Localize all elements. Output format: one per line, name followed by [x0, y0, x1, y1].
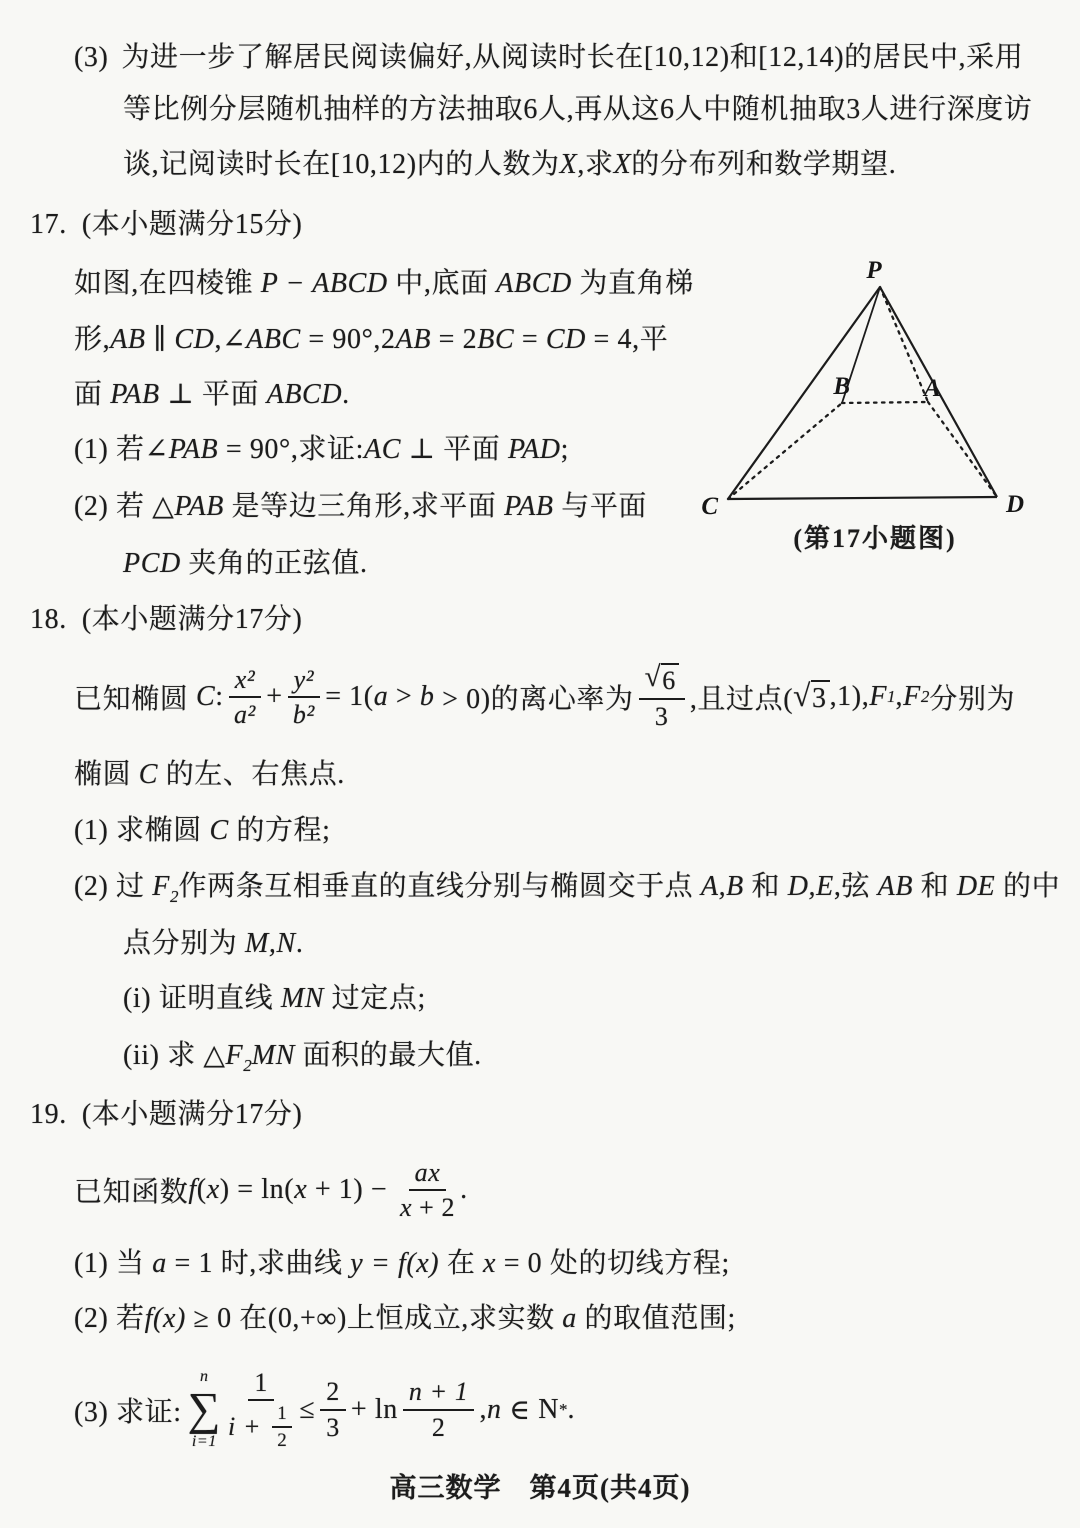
text-run: = 1( — [325, 681, 374, 712]
math-var: C — [131, 759, 166, 790]
q18-part-2-ii — [123, 1038, 482, 1076]
fraction-numerator: 2 — [320, 1377, 346, 1410]
text-run: . — [460, 1174, 468, 1205]
subscript: 2 — [920, 687, 930, 706]
math-var: a — [144, 1248, 167, 1279]
math-var: x — [206, 1174, 220, 1205]
text-run: 面积的最大值. — [302, 1040, 482, 1071]
fraction-numerator: ax — [409, 1158, 447, 1191]
math-var: PAB — [496, 491, 562, 522]
math-var: MN — [251, 1040, 303, 1071]
text-run: 夹角的正弦值. — [188, 548, 368, 579]
text-run: 的分布列和数学期望. — [631, 149, 897, 180]
math-var: CD — [174, 324, 215, 355]
question-score: (本小题满分17分) — [81, 1099, 303, 1130]
math-var: P − ABCD — [253, 268, 396, 299]
fraction-numerator: 1 — [248, 1368, 274, 1401]
fraction-numerator: y² — [288, 665, 321, 698]
math-var: a — [554, 1303, 585, 1334]
math-var: F — [869, 681, 888, 712]
math-var: BC — [477, 324, 515, 355]
math-var: PAB — [102, 379, 168, 410]
text-run: 谈,记阅读时长在[10,12)内的人数为 — [123, 149, 560, 180]
math-var: x — [475, 1248, 497, 1279]
math-set: N — [538, 1393, 560, 1425]
text-run: > 0)的离心率为 — [434, 684, 634, 715]
text-run: = 1 时,求曲线 — [166, 1248, 343, 1279]
text-run: = 4,平 — [585, 324, 669, 355]
text-run: ) = ln( — [219, 1174, 295, 1205]
text-run: 的方程; — [236, 815, 331, 846]
text-run: (3) 求证: — [74, 1396, 182, 1428]
text-run: 形, — [74, 324, 111, 355]
q18-lead-line-2 — [74, 757, 345, 792]
part3-marker: (3) — [74, 42, 109, 73]
angle-symbol: ,∠ — [214, 324, 247, 355]
text-run: 为直角梯 — [579, 268, 694, 299]
text-run: : — [215, 681, 224, 712]
q17-header — [30, 207, 302, 242]
text-run: ; — [560, 434, 569, 465]
sigma-glyph: ∑ — [187, 1383, 222, 1434]
text-run: (2) 过 — [74, 871, 145, 902]
q18-part-1 — [74, 813, 331, 848]
vertex-label-B: B — [833, 373, 850, 400]
p16-part3-line-2 — [123, 92, 1032, 127]
math-var: PAD — [500, 434, 561, 465]
text-run: ≥ 0 在(0,+∞)上恒成立,求实数 — [185, 1303, 555, 1334]
text-run: = — [514, 324, 546, 355]
q17-part-2 — [74, 489, 647, 524]
text-run: = 2 — [431, 324, 478, 355]
vertex-label-A: A — [924, 375, 941, 402]
radicand: 3 — [811, 680, 830, 715]
text-run: 为进一步了解居民阅读偏好,从阅读时长在[10,12)和[12,14)的居民中,采用 — [121, 42, 1024, 73]
figure-17 — [690, 252, 1060, 522]
fraction-denominator — [400, 1191, 455, 1222]
text-run: (ii) 求 △ — [123, 1040, 226, 1071]
math-var: b — [419, 681, 435, 712]
text-run: ⊥ 平面 — [401, 434, 501, 465]
figure-17-caption: (第17小题图) — [793, 524, 957, 553]
q17-line-3 — [74, 377, 350, 412]
q18-part-2-cont — [123, 926, 303, 961]
vertex-label-P: P — [866, 257, 882, 284]
text-run: 和 — [920, 871, 950, 902]
subscript: 2 — [169, 887, 179, 906]
q19-part-2 — [74, 1301, 736, 1336]
fraction-x2-a2 — [229, 665, 262, 729]
text-run: 等比例分层随机抽样的方法抽取6人,再从这6人中随机抽取3人进行深度访 — [123, 94, 1033, 125]
math-var: ABCD — [259, 379, 343, 410]
fraction-y2-b2 — [288, 665, 321, 729]
text-run: ,弦 — [833, 871, 871, 902]
text-run: . — [342, 379, 350, 410]
text-run: 已知椭圆 — [74, 684, 189, 715]
question-number: 19. — [30, 1099, 67, 1130]
question-number: 18. — [30, 604, 67, 635]
math-var: ABC — [246, 324, 301, 355]
subscript: 1 — [887, 687, 896, 706]
math-var: M,N — [237, 928, 296, 959]
radical-sign: √ — [793, 677, 811, 713]
math-var: i + — [228, 1412, 269, 1442]
q17-line-1 — [74, 266, 694, 301]
text-run: + 2 — [412, 1193, 456, 1222]
vertex-label-D: D — [1006, 491, 1025, 518]
math-var: PAB — [174, 491, 224, 522]
math-var: F — [144, 871, 170, 902]
vertex-label-C: C — [701, 493, 718, 520]
fraction-one-half — [272, 1403, 292, 1451]
text-run: 如图,在四棱锥 — [74, 268, 254, 299]
text-run: = 0 处的切线方程; — [496, 1248, 730, 1279]
fraction-sqrt6-3 — [639, 663, 685, 730]
question-number: 17. — [30, 209, 67, 240]
q19-header — [30, 1097, 302, 1132]
edge-BA-hidden — [842, 402, 928, 403]
fraction-numerator: x² — [229, 665, 262, 698]
math-var: PAB — [168, 434, 219, 465]
text-run: (2) 若 △ — [74, 491, 175, 522]
fraction-n1-2 — [403, 1377, 475, 1441]
text-run: 分别为 — [929, 684, 1016, 715]
math-var: X — [559, 149, 578, 180]
math-var: AB — [110, 324, 146, 355]
edge-PC — [728, 287, 880, 499]
sqrt-expression — [645, 663, 679, 695]
radical-sign: √ — [644, 661, 662, 694]
fraction-denominator — [228, 1401, 294, 1451]
q17-part-1 — [74, 432, 569, 467]
q18-part-2-i — [123, 981, 426, 1016]
text-run: 的取值范围; — [584, 1303, 736, 1334]
text-run: 与平面 — [561, 491, 648, 522]
text-run: 椭圆 — [74, 759, 132, 790]
leq-symbol: ≤ — [299, 1393, 316, 1425]
math-var: y = f(x) — [342, 1248, 447, 1279]
math-var: C — [201, 815, 237, 846]
text-run: (1) 求椭圆 — [74, 815, 202, 846]
text-run: 的中 — [1003, 871, 1061, 902]
text-run: (2) 若 — [74, 1303, 145, 1334]
summation-symbol — [188, 1369, 221, 1450]
text-run: 在 — [446, 1248, 476, 1279]
math-var: a — [373, 681, 389, 712]
text-run: 过定点; — [331, 983, 426, 1014]
q19-lead-formula — [74, 1150, 468, 1230]
sum-upper-limit: n — [200, 1368, 209, 1385]
text-run: 点分别为 — [123, 928, 238, 959]
text-run: 已知函数 — [74, 1177, 189, 1208]
subscript: 2 — [243, 1056, 252, 1075]
fraction-denominator: 3 — [654, 701, 669, 731]
text-run: ,1), — [829, 681, 870, 712]
edge-CB-hidden — [728, 403, 842, 499]
p16-part3-line-3 — [123, 147, 896, 182]
fraction-denominator: 2 — [431, 1412, 446, 1442]
text-run: 的左、右焦点. — [165, 759, 345, 790]
math-var: f(x) — [144, 1303, 186, 1334]
text-run: = 90°,求证: — [218, 434, 365, 465]
pyramid-figure — [690, 252, 1060, 522]
q19-part-3-formula — [74, 1352, 575, 1467]
text-run: 面 — [74, 379, 103, 410]
element-of-symbol: ∈ — [501, 1394, 539, 1426]
text-run: ,求 — [577, 149, 614, 180]
q17-part-2-cont — [123, 546, 368, 581]
fraction-denominator: a² — [233, 700, 256, 729]
fraction-2-3 — [320, 1377, 346, 1441]
edge-PA-hidden — [880, 287, 928, 402]
text-run: 作两条互相垂直的直线分别与椭圆交于点 — [178, 871, 694, 902]
fraction-numerator: 1 — [272, 1403, 292, 1427]
math-var: AB — [395, 324, 432, 355]
text-run: 中,底面 — [395, 268, 489, 299]
text-run: + ln — [350, 1393, 398, 1425]
fraction-numerator — [639, 663, 685, 699]
math-var: F — [225, 1040, 244, 1071]
text-run: 是等边三角形,求平面 — [223, 491, 497, 522]
math-var: C — [188, 681, 216, 712]
page-footer: 高三数学 第4页(共4页) — [389, 1473, 691, 1503]
math-var: f — [188, 1174, 197, 1205]
text-run: , — [479, 1393, 488, 1425]
math-var: x — [294, 1174, 308, 1205]
math-var: AB — [870, 871, 921, 902]
text-run: (1) 若∠ — [74, 434, 169, 465]
math-var: D,E — [780, 871, 834, 902]
text-run: . — [295, 928, 304, 959]
text-run: . — [567, 1393, 576, 1425]
text-run: (i) 证明直线 — [123, 983, 274, 1014]
question-score: (本小题满分17分) — [81, 604, 303, 635]
fraction-numerator: n + 1 — [403, 1377, 475, 1410]
fraction-denominator: b² — [292, 700, 315, 729]
text-run: > — [388, 681, 420, 712]
fraction-denominator: 2 — [277, 1429, 288, 1451]
math-var: DE — [949, 871, 1003, 902]
text-run: ,且过点( — [689, 684, 794, 715]
q19-part-1 — [74, 1246, 730, 1281]
parallel-symbol: ∥ — [145, 324, 175, 355]
fraction-1-over-i-half — [228, 1368, 294, 1451]
math-var: x — [399, 1193, 413, 1222]
superscript: * — [559, 1399, 568, 1419]
text-run: 和 — [751, 871, 781, 902]
text-run: (1) 当 — [74, 1248, 145, 1279]
text-run: + 1) − — [307, 1174, 395, 1205]
edge-CD — [728, 497, 997, 499]
question-score: (本小题满分15分) — [81, 209, 303, 240]
radicand: 6 — [661, 663, 679, 695]
q18-header — [30, 602, 302, 637]
fraction-ax-x2 — [400, 1158, 455, 1222]
math-var: n — [487, 1393, 502, 1425]
text-run: , — [895, 681, 904, 712]
p16-part3-line-1 — [74, 40, 1023, 75]
math-var: CD — [545, 324, 586, 355]
q17-line-2 — [74, 322, 668, 357]
q18-part-2 — [74, 869, 1060, 907]
math-var: A,B — [693, 871, 752, 902]
math-var: PCD — [123, 548, 189, 579]
edge-AD-hidden — [928, 402, 997, 497]
sqrt-expression — [793, 677, 829, 715]
text-run: ⊥ 平面 — [167, 379, 260, 410]
text-run: ( — [196, 1174, 207, 1205]
text-run: = 90°,2 — [300, 324, 396, 355]
fraction-denominator: 3 — [326, 1412, 340, 1442]
math-var: AC — [364, 434, 401, 465]
math-var: X — [613, 149, 632, 180]
q18-lead-formula — [74, 650, 1015, 744]
math-var: MN — [273, 983, 332, 1014]
plus-sign: + — [266, 681, 283, 712]
math-var: F — [903, 681, 921, 712]
sum-lower-limit: i=1 — [191, 1433, 217, 1450]
math-var: ABCD — [488, 268, 580, 299]
